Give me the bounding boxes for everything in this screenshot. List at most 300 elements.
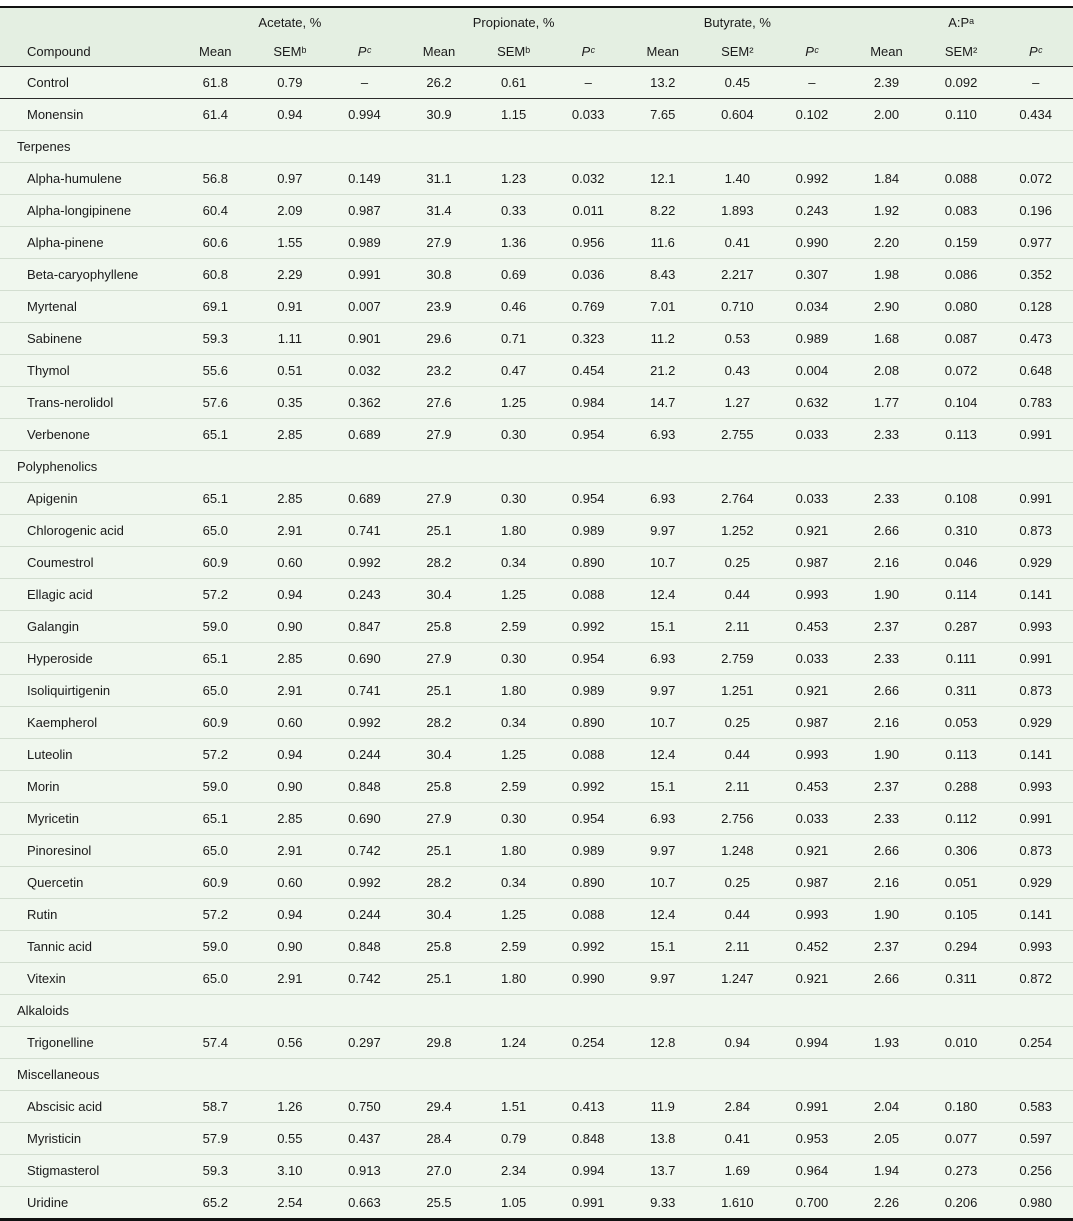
value-cell: 1.25 [476, 899, 551, 931]
value-cell: 0.980 [998, 1187, 1073, 1220]
compound-cell: Beta-caryophyllene [0, 259, 178, 291]
value-cell: 59.3 [178, 1155, 253, 1187]
value-cell: 2.09 [253, 195, 328, 227]
value-cell: 29.4 [402, 1091, 477, 1123]
value-cell: 0.69 [476, 259, 551, 291]
value-cell: 57.9 [178, 1123, 253, 1155]
value-cell: 0.34 [476, 707, 551, 739]
value-cell: 23.9 [402, 291, 477, 323]
value-cell: 0.092 [924, 67, 999, 99]
table-row [0, 611, 1073, 643]
value-cell: 0.913 [327, 1155, 402, 1187]
table-row [0, 675, 1073, 707]
compound-cell: Hyperoside [0, 643, 178, 675]
value-cell: 0.55 [253, 1123, 328, 1155]
compound-cell: Ellagic acid [0, 579, 178, 611]
value-cell: 1.248 [700, 835, 775, 867]
value-cell: 13.8 [625, 1123, 700, 1155]
value-cell: 0.94 [253, 99, 328, 131]
value-cell: 58.7 [178, 1091, 253, 1123]
value-cell: 0.872 [998, 963, 1073, 995]
value-cell: 0.53 [700, 323, 775, 355]
value-cell: 61.4 [178, 99, 253, 131]
value-cell: 2.11 [700, 611, 775, 643]
value-cell: 25.1 [402, 835, 477, 867]
section-label: Alkaloids [0, 995, 1073, 1027]
value-cell: 6.93 [625, 483, 700, 515]
value-cell: 0.60 [253, 707, 328, 739]
value-cell: 2.16 [849, 547, 924, 579]
value-cell: 0.413 [551, 1091, 626, 1123]
value-cell: 60.6 [178, 227, 253, 259]
compound-cell: Vitexin [0, 963, 178, 995]
value-cell: 0.873 [998, 515, 1073, 547]
value-cell: 2.759 [700, 643, 775, 675]
value-cell: 0.991 [998, 643, 1073, 675]
value-cell: 12.4 [625, 899, 700, 931]
value-cell: 65.1 [178, 483, 253, 515]
value-cell: 2.26 [849, 1187, 924, 1220]
sem-column-header: SEMᵇ [253, 37, 328, 67]
compound-cell: Alpha-longipinene [0, 195, 178, 227]
value-cell: 59.0 [178, 611, 253, 643]
value-cell: 0.45 [700, 67, 775, 99]
value-cell: 2.66 [849, 963, 924, 995]
value-cell: 2.11 [700, 771, 775, 803]
value-cell: 0.30 [476, 483, 551, 515]
table-row [0, 323, 1073, 355]
value-cell: 0.954 [551, 643, 626, 675]
value-cell: 0.111 [924, 643, 999, 675]
p-column-header: Pᶜ [327, 37, 402, 67]
value-cell: 0.34 [476, 867, 551, 899]
value-cell: 11.9 [625, 1091, 700, 1123]
value-cell: 1.251 [700, 675, 775, 707]
value-cell: 0.690 [327, 643, 402, 675]
value-cell: 55.6 [178, 355, 253, 387]
value-cell: 0.583 [998, 1091, 1073, 1123]
value-cell: 7.01 [625, 291, 700, 323]
value-cell: – [998, 67, 1073, 99]
value-cell: 25.1 [402, 675, 477, 707]
value-cell: 0.310 [924, 515, 999, 547]
value-cell: 0.993 [998, 611, 1073, 643]
value-cell: 2.755 [700, 419, 775, 451]
value-cell: 0.991 [998, 803, 1073, 835]
value-cell: 0.989 [551, 675, 626, 707]
table-row [0, 547, 1073, 579]
value-cell: 0.994 [327, 99, 402, 131]
compound-cell: Stigmasterol [0, 1155, 178, 1187]
value-cell: 2.85 [253, 483, 328, 515]
mean-column-header: Mean [178, 37, 253, 67]
value-cell: 0.992 [551, 771, 626, 803]
value-cell: 2.91 [253, 515, 328, 547]
value-cell: 0.25 [700, 707, 775, 739]
value-cell: 0.90 [253, 931, 328, 963]
p-column-header: Pᶜ [551, 37, 626, 67]
compound-cell: Tannic acid [0, 931, 178, 963]
value-cell: 1.68 [849, 323, 924, 355]
value-cell: 0.453 [775, 771, 850, 803]
value-cell: 28.2 [402, 867, 477, 899]
value-cell: 0.993 [775, 739, 850, 771]
table-row [0, 355, 1073, 387]
value-cell: 6.93 [625, 419, 700, 451]
value-cell: 0.61 [476, 67, 551, 99]
value-cell: 0.080 [924, 291, 999, 323]
value-cell: 0.989 [551, 835, 626, 867]
compound-cell: Thymol [0, 355, 178, 387]
value-cell: 0.102 [775, 99, 850, 131]
value-cell: 2.90 [849, 291, 924, 323]
value-cell: 0.453 [775, 611, 850, 643]
value-cell: 0.046 [924, 547, 999, 579]
value-cell: 0.90 [253, 611, 328, 643]
p-column-header: Pᶜ [775, 37, 850, 67]
compound-cell: Myristicin [0, 1123, 178, 1155]
value-cell: 0.34 [476, 547, 551, 579]
value-cell: 0.953 [775, 1123, 850, 1155]
table-row [0, 643, 1073, 675]
table-row [0, 1123, 1073, 1155]
value-cell: 0.992 [551, 611, 626, 643]
value-cell: 1.610 [700, 1187, 775, 1220]
value-cell: 0.984 [551, 387, 626, 419]
value-cell: 0.032 [327, 355, 402, 387]
value-cell: 3.10 [253, 1155, 328, 1187]
table-row [0, 739, 1073, 771]
value-cell: 0.35 [253, 387, 328, 419]
compound-cell: Kaempherol [0, 707, 178, 739]
value-cell: 0.921 [775, 963, 850, 995]
value-cell: 2.756 [700, 803, 775, 835]
value-cell: 0.307 [775, 259, 850, 291]
table-row [0, 227, 1073, 259]
value-cell: 0.632 [775, 387, 850, 419]
value-cell: 1.24 [476, 1027, 551, 1059]
compound-cell: Rutin [0, 899, 178, 931]
value-cell: 1.23 [476, 163, 551, 195]
value-cell: 7.65 [625, 99, 700, 131]
table-row [0, 195, 1073, 227]
value-cell: 0.254 [998, 1027, 1073, 1059]
table-row [0, 387, 1073, 419]
value-cell: 0.921 [775, 515, 850, 547]
value-cell: 0.114 [924, 579, 999, 611]
value-cell: 0.741 [327, 515, 402, 547]
value-cell: 0.742 [327, 835, 402, 867]
table-row [0, 67, 1073, 99]
value-cell: 28.4 [402, 1123, 477, 1155]
value-cell: 1.25 [476, 387, 551, 419]
value-cell: 60.9 [178, 867, 253, 899]
value-cell: 0.992 [327, 867, 402, 899]
value-cell: 0.086 [924, 259, 999, 291]
value-cell: 0.873 [998, 675, 1073, 707]
value-cell: 0.989 [775, 323, 850, 355]
value-cell: 0.991 [998, 419, 1073, 451]
value-cell: 0.993 [998, 931, 1073, 963]
value-cell: 0.987 [775, 707, 850, 739]
value-cell: 0.689 [327, 419, 402, 451]
subheader-row [0, 37, 1073, 67]
value-cell: 2.66 [849, 515, 924, 547]
table-row [0, 1187, 1073, 1220]
table-row [0, 835, 1073, 867]
value-cell: 0.648 [998, 355, 1073, 387]
compound-cell: Alpha-humulene [0, 163, 178, 195]
value-cell: 65.0 [178, 675, 253, 707]
value-cell: 0.273 [924, 1155, 999, 1187]
value-cell: 0.710 [700, 291, 775, 323]
value-cell: 0.992 [775, 163, 850, 195]
table-row [0, 1155, 1073, 1187]
value-cell: 60.9 [178, 707, 253, 739]
value-cell: 0.311 [924, 963, 999, 995]
value-cell: 25.1 [402, 515, 477, 547]
section-row [0, 451, 1073, 483]
value-cell: 0.25 [700, 547, 775, 579]
value-cell: 0.954 [551, 419, 626, 451]
section-label: Miscellaneous [0, 1059, 1073, 1091]
table-row [0, 707, 1073, 739]
compound-cell: Uridine [0, 1187, 178, 1220]
table-row [0, 291, 1073, 323]
value-cell: 0.033 [775, 803, 850, 835]
value-cell: 25.1 [402, 963, 477, 995]
value-cell: 56.8 [178, 163, 253, 195]
value-cell: 59.3 [178, 323, 253, 355]
compound-cell: Myrtenal [0, 291, 178, 323]
value-cell: 0.769 [551, 291, 626, 323]
value-cell: 0.051 [924, 867, 999, 899]
value-cell: 2.33 [849, 483, 924, 515]
compound-cell: Coumestrol [0, 547, 178, 579]
value-cell: 60.4 [178, 195, 253, 227]
value-cell: 0.91 [253, 291, 328, 323]
value-cell: 0.47 [476, 355, 551, 387]
value-cell: 0.890 [551, 867, 626, 899]
value-cell: 1.80 [476, 515, 551, 547]
value-cell: 0.033 [775, 643, 850, 675]
value-cell: 0.987 [327, 195, 402, 227]
value-cell: 0.990 [775, 227, 850, 259]
section-label: Terpenes [0, 131, 1073, 163]
value-cell: 2.59 [476, 931, 551, 963]
compound-cell: Apigenin [0, 483, 178, 515]
value-cell: 65.0 [178, 835, 253, 867]
value-cell: 65.1 [178, 419, 253, 451]
value-cell: 0.60 [253, 547, 328, 579]
value-cell: 0.110 [924, 99, 999, 131]
group-header-ap-ratio: A:Pᵃ [849, 7, 1073, 37]
value-cell: 27.9 [402, 803, 477, 835]
value-cell: 2.16 [849, 707, 924, 739]
value-cell: 1.25 [476, 739, 551, 771]
section-row [0, 131, 1073, 163]
value-cell: 30.4 [402, 899, 477, 931]
empty-header-cell [0, 7, 178, 37]
p-column-header: Pᶜ [998, 37, 1073, 67]
value-cell: 0.206 [924, 1187, 999, 1220]
value-cell: 2.59 [476, 771, 551, 803]
value-cell: 0.742 [327, 963, 402, 995]
value-cell: 0.088 [551, 739, 626, 771]
value-cell: 0.987 [775, 867, 850, 899]
value-cell: 0.141 [998, 739, 1073, 771]
value-cell: 27.9 [402, 483, 477, 515]
value-cell: 57.4 [178, 1027, 253, 1059]
table-body [0, 67, 1073, 1220]
value-cell: 0.141 [998, 579, 1073, 611]
value-cell: 12.8 [625, 1027, 700, 1059]
value-cell: 65.1 [178, 803, 253, 835]
value-cell: 0.873 [998, 835, 1073, 867]
value-cell: 27.6 [402, 387, 477, 419]
value-cell: 30.4 [402, 579, 477, 611]
compound-cell: Luteolin [0, 739, 178, 771]
value-cell: 0.180 [924, 1091, 999, 1123]
value-cell: 25.8 [402, 611, 477, 643]
value-cell: 0.033 [775, 419, 850, 451]
value-cell: 0.311 [924, 675, 999, 707]
value-cell: 0.847 [327, 611, 402, 643]
value-cell: 2.16 [849, 867, 924, 899]
value-cell: 2.85 [253, 419, 328, 451]
value-cell: 0.741 [327, 675, 402, 707]
value-cell: 61.8 [178, 67, 253, 99]
value-cell: 0.991 [775, 1091, 850, 1123]
value-cell: 0.087 [924, 323, 999, 355]
value-cell: 0.007 [327, 291, 402, 323]
value-cell: 1.98 [849, 259, 924, 291]
value-cell: 0.30 [476, 643, 551, 675]
table-row [0, 963, 1073, 995]
value-cell: 0.992 [327, 547, 402, 579]
table-row [0, 99, 1073, 131]
value-cell: 0.993 [775, 899, 850, 931]
value-cell: 1.247 [700, 963, 775, 995]
value-cell: 0.954 [551, 483, 626, 515]
value-cell: 57.6 [178, 387, 253, 419]
value-cell: 0.44 [700, 899, 775, 931]
table-row [0, 259, 1073, 291]
value-cell: 31.4 [402, 195, 477, 227]
value-cell: 30.4 [402, 739, 477, 771]
value-cell: 2.04 [849, 1091, 924, 1123]
value-cell: 0.159 [924, 227, 999, 259]
value-cell: 2.91 [253, 835, 328, 867]
value-cell: 0.294 [924, 931, 999, 963]
value-cell: 0.956 [551, 227, 626, 259]
value-cell: 0.473 [998, 323, 1073, 355]
value-cell: 0.750 [327, 1091, 402, 1123]
value-cell: 0.71 [476, 323, 551, 355]
value-cell: 0.108 [924, 483, 999, 515]
value-cell: 0.79 [253, 67, 328, 99]
value-cell: 0.077 [924, 1123, 999, 1155]
value-cell: 12.4 [625, 579, 700, 611]
value-cell: 2.84 [700, 1091, 775, 1123]
value-cell: 0.43 [700, 355, 775, 387]
sem-column-header: SEMᵇ [476, 37, 551, 67]
section-row [0, 995, 1073, 1027]
value-cell: 1.25 [476, 579, 551, 611]
table-header [0, 7, 1073, 67]
value-cell: 11.6 [625, 227, 700, 259]
value-cell: 0.141 [998, 899, 1073, 931]
value-cell: 9.97 [625, 515, 700, 547]
value-cell: 2.91 [253, 675, 328, 707]
value-cell: 1.69 [700, 1155, 775, 1187]
value-cell: 60.9 [178, 547, 253, 579]
value-cell: 1.90 [849, 739, 924, 771]
value-cell: 30.8 [402, 259, 477, 291]
value-cell: 15.1 [625, 931, 700, 963]
value-cell: 30.9 [402, 99, 477, 131]
value-cell: 59.0 [178, 771, 253, 803]
value-cell: 0.033 [551, 99, 626, 131]
value-cell: 59.0 [178, 931, 253, 963]
value-cell: 2.08 [849, 355, 924, 387]
value-cell: 0.454 [551, 355, 626, 387]
value-cell: 0.992 [327, 707, 402, 739]
value-cell: 26.2 [402, 67, 477, 99]
value-cell: 15.1 [625, 771, 700, 803]
vfa-results-table [0, 6, 1073, 1221]
table-row [0, 931, 1073, 963]
value-cell: 6.93 [625, 803, 700, 835]
value-cell: 1.77 [849, 387, 924, 419]
value-cell: 0.60 [253, 867, 328, 899]
mean-column-header: Mean [402, 37, 477, 67]
value-cell: 0.977 [998, 227, 1073, 259]
value-cell: 0.33 [476, 195, 551, 227]
value-cell: 1.05 [476, 1187, 551, 1220]
value-cell: 1.92 [849, 195, 924, 227]
value-cell: 65.1 [178, 643, 253, 675]
value-cell: 15.1 [625, 611, 700, 643]
value-cell: 0.243 [327, 579, 402, 611]
value-cell: 27.9 [402, 227, 477, 259]
value-cell: 2.85 [253, 803, 328, 835]
value-cell: 0.30 [476, 803, 551, 835]
compound-cell: Morin [0, 771, 178, 803]
value-cell: 57.2 [178, 579, 253, 611]
section-label: Polyphenolics [0, 451, 1073, 483]
value-cell: 2.54 [253, 1187, 328, 1220]
value-cell: 0.036 [551, 259, 626, 291]
mean-column-header: Mean [625, 37, 700, 67]
value-cell: 65.0 [178, 515, 253, 547]
sem-column-header: SEM² [700, 37, 775, 67]
value-cell: 0.033 [775, 483, 850, 515]
value-cell: 0.964 [775, 1155, 850, 1187]
value-cell: 0.083 [924, 195, 999, 227]
value-cell: 9.97 [625, 675, 700, 707]
value-cell: 1.90 [849, 579, 924, 611]
compound-cell: Myricetin [0, 803, 178, 835]
value-cell: 0.437 [327, 1123, 402, 1155]
value-cell: 0.297 [327, 1027, 402, 1059]
value-cell: 2.33 [849, 419, 924, 451]
compound-cell: Monensin [0, 99, 178, 131]
compound-column-header: Compound [0, 37, 178, 67]
value-cell: 0.994 [551, 1155, 626, 1187]
value-cell: 9.97 [625, 963, 700, 995]
value-cell: 0.072 [998, 163, 1073, 195]
